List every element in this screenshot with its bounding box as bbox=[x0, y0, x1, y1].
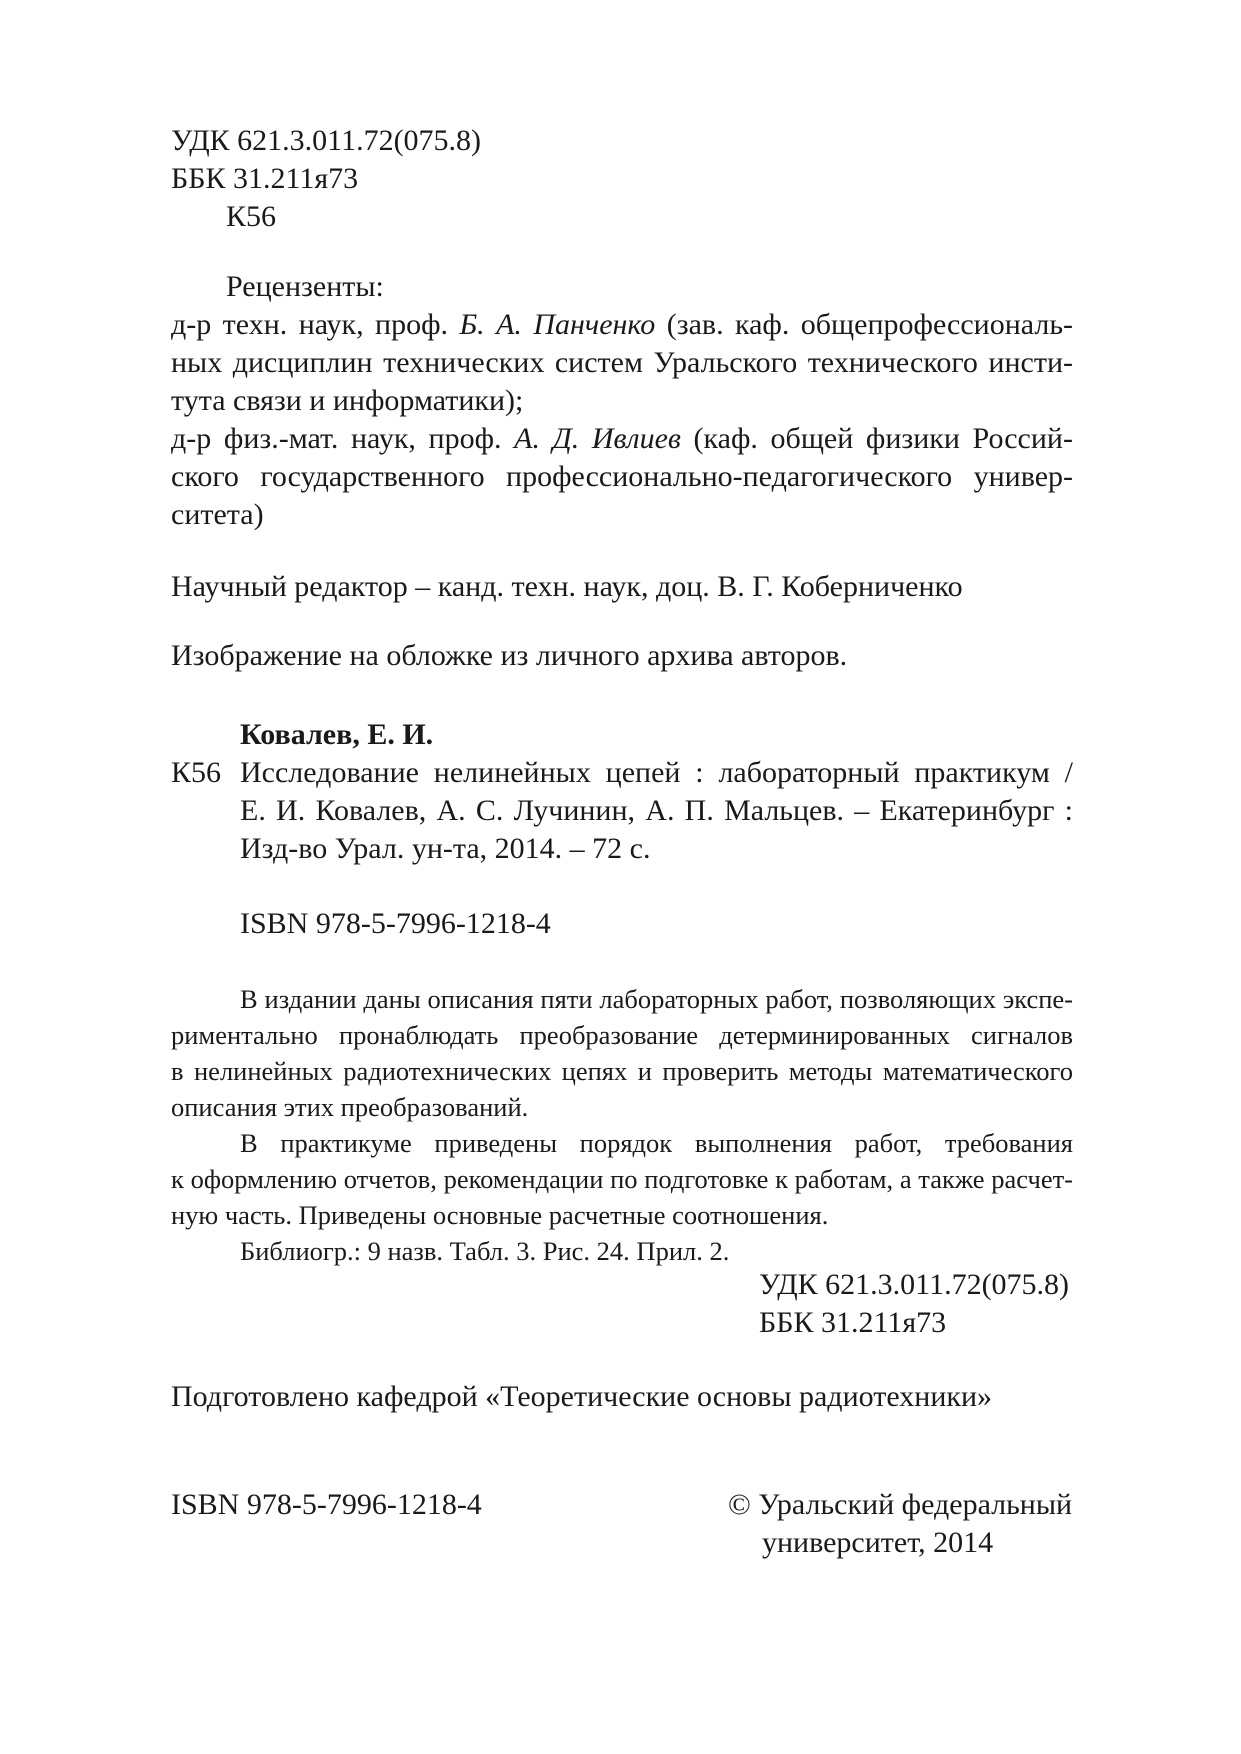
cover-note: Изображение на обложке из личного архива авторов. bbox=[171, 639, 848, 672]
abstract-p1-line-4: описания этих преобразований. bbox=[171, 1092, 529, 1122]
reviewer-1-name: Б. А. Панченко bbox=[459, 308, 656, 341]
footer-copyright-line-2: университет, 2014 bbox=[762, 1526, 994, 1559]
reviewer-1-line-2: ных дисциплин технических систем Уральского технического инсти- bbox=[171, 346, 1073, 379]
bbk-code: ББК 31.211я73 bbox=[171, 162, 359, 195]
reviewer-2-name: А. Д. Ивлиев bbox=[514, 422, 681, 455]
record-isbn: ISBN 978-5-7996-1218-4 bbox=[240, 907, 551, 940]
author-mark: К56 bbox=[226, 200, 277, 233]
reviewers-title: Рецензенты: bbox=[226, 270, 384, 303]
abstract-p2-line-2: к оформлению отчетов, рекомендации по подготовке к работам, а также расчет- bbox=[171, 1164, 1073, 1194]
abstract-biblio: Библиогр.: 9 назв. Табл. 3. Рис. 24. Прил. 2. bbox=[240, 1236, 730, 1266]
reviewer-1-line-1 bbox=[171, 306, 1073, 344]
record-code: К56 bbox=[171, 756, 222, 789]
reviewer-2-suffix: (каф. общей физики Россий- bbox=[680, 422, 1073, 455]
reviewer-1-suffix: (зав. каф. общепрофессиональ- bbox=[655, 308, 1073, 341]
reviewer-2-line-1 bbox=[171, 420, 1073, 458]
footer-copyright-line-1: © Уральский федеральный bbox=[728, 1488, 1073, 1521]
reviewer-2-line-3: ситета) bbox=[171, 498, 264, 531]
reviewer-2-line-2: ского государственного профессионально-педагогического универ- bbox=[171, 460, 1073, 493]
abstract-p2-line-1: В практикуме приведены порядок выполнения работ, требования bbox=[240, 1128, 1073, 1158]
abstract-udk: УДК 621.3.011.72(075.8) bbox=[759, 1268, 1070, 1301]
reviewer-1-prefix: д-р техн. наук, проф. bbox=[171, 308, 460, 341]
abstract-p1-line-2: риментально пронаблюдать преобразование детерминированных сигналов bbox=[171, 1020, 1073, 1050]
record-line-1: Исследование нелинейных цепей : лабораторный практикум / bbox=[240, 756, 1073, 789]
abstract-p2-line-3: ную часть. Приведены основные расчетные соотношения. bbox=[171, 1200, 829, 1230]
reviewer-2-prefix: д-р физ.-мат. наук, проф. bbox=[171, 422, 515, 455]
abstract-p1-line-1: В издании даны описания пяти лабораторных работ, позволяющих экспе- bbox=[240, 984, 1073, 1014]
scientific-editor: Научный редактор – канд. техн. наук, доц. В. Г. Коберниченко bbox=[171, 570, 963, 603]
abstract-p1-line-3: в нелинейных радиотехнических цепях и проверить методы математического bbox=[171, 1056, 1073, 1086]
record-line-2: Е. И. Ковалев, А. С. Лучинин, А. П. Мальцев. – Екатеринбург : bbox=[240, 794, 1073, 827]
footer-isbn: ISBN 978-5-7996-1218-4 bbox=[171, 1488, 482, 1521]
abstract-bbk: ББК 31.211я73 bbox=[759, 1306, 947, 1339]
record-line-3: Изд-во Урал. ун-та, 2014. – 72 с. bbox=[240, 832, 651, 865]
prepared-by: Подготовлено кафедрой «Теоретические основы радиотехники» bbox=[171, 1380, 993, 1413]
udk-code: УДК 621.3.011.72(075.8) bbox=[171, 124, 482, 157]
reviewer-1-line-3: тута связи и информатики); bbox=[171, 384, 524, 417]
record-author: Ковалев, Е. И. bbox=[240, 718, 434, 751]
